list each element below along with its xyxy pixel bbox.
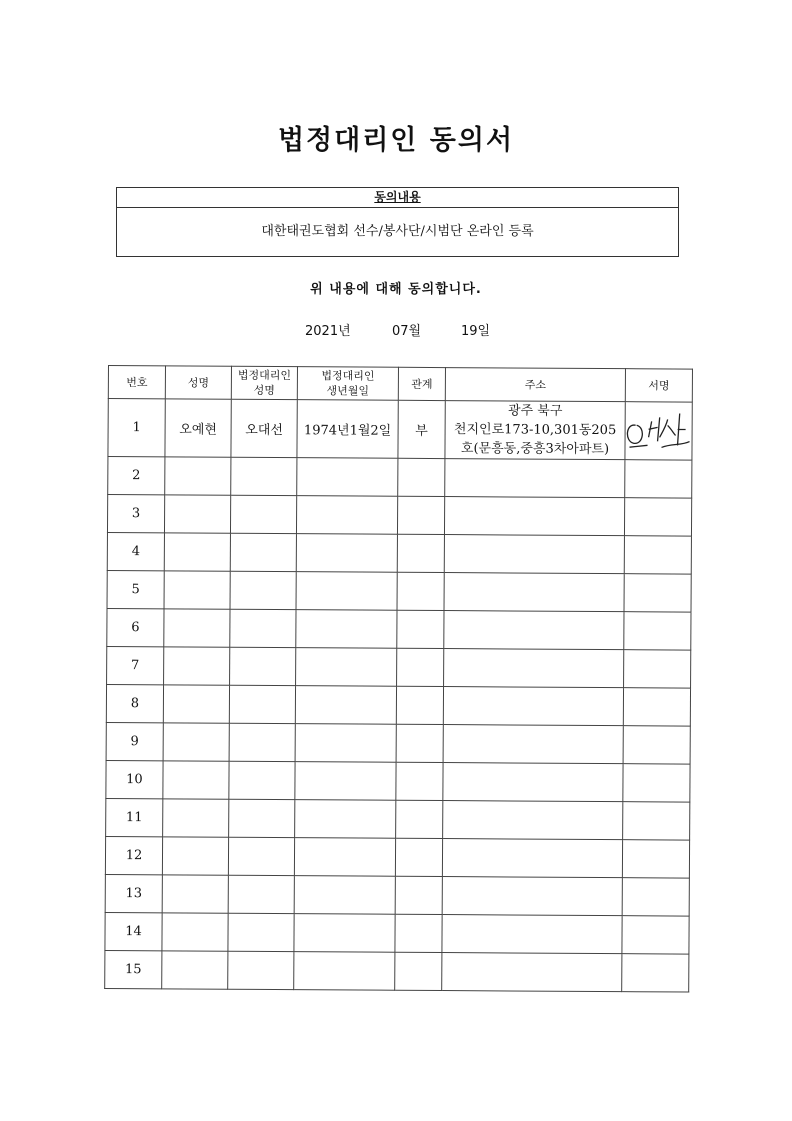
agree-statement: 위 내용에 대해 동의합니다.: [310, 282, 482, 297]
cell-empty: [296, 534, 397, 573]
cell-empty: [164, 571, 230, 609]
cell-empty: [397, 610, 444, 648]
cell-empty: [163, 761, 229, 799]
cell-empty: [443, 725, 623, 764]
date-year: 2021년: [305, 324, 351, 339]
cell-empty: [165, 457, 231, 495]
cell-empty: [442, 877, 622, 916]
cell-empty: [229, 761, 295, 799]
header-guardian-name: 법정대리인 성명: [231, 366, 297, 399]
cell-empty: [622, 840, 689, 878]
cell-no: 15: [105, 950, 162, 988]
cell-empty: [295, 686, 396, 725]
cell-no: 3: [107, 495, 164, 533]
cell-empty: [296, 648, 397, 687]
table-row: [108, 399, 692, 461]
cell-empty: [294, 876, 395, 915]
cell-empty: [296, 610, 397, 649]
cell-empty: [231, 457, 297, 495]
cell-empty: [395, 838, 442, 876]
cell-empty: [397, 496, 444, 534]
cell-empty: [395, 876, 442, 914]
cell-no: 14: [105, 912, 162, 950]
table-header-row: [108, 366, 692, 403]
cell-empty: [622, 878, 689, 916]
cell-empty: [622, 954, 689, 992]
cell-empty: [442, 915, 622, 954]
cell-empty: [295, 800, 396, 839]
cell-no: 6: [107, 608, 164, 646]
table-row: [105, 912, 689, 954]
cell-empty: [294, 914, 395, 953]
cell-empty: [624, 612, 691, 650]
cell-empty: [624, 574, 691, 612]
cell-empty: [296, 572, 397, 611]
cell-no: 5: [107, 570, 164, 608]
cell-empty: [230, 609, 296, 647]
cell-empty: [162, 875, 228, 913]
cell-empty: [442, 953, 622, 992]
cell-empty: [164, 647, 230, 685]
cell-no: 2: [108, 457, 165, 495]
cell-empty: [230, 571, 296, 609]
cell-empty: [294, 838, 395, 877]
cell-empty: [230, 647, 296, 685]
cell-empty: [396, 800, 443, 838]
cell-empty: [442, 839, 622, 878]
cell-empty: [444, 573, 624, 612]
cell-empty: [164, 533, 230, 571]
cell-name: 오예현: [165, 399, 231, 457]
cell-no: 1: [108, 399, 165, 457]
cell-empty: [163, 685, 229, 723]
page-title: 법정대리인 동의서: [277, 125, 515, 156]
table-row: [108, 457, 692, 499]
cell-signature: [625, 402, 692, 460]
cell-empty: [622, 916, 689, 954]
table-row: [107, 495, 691, 537]
cell-empty: [624, 498, 691, 536]
cell-guardian-birth: 1974년1월2일: [297, 400, 398, 459]
cell-empty: [624, 650, 691, 688]
header-name: 성명: [165, 366, 231, 399]
cell-empty: [229, 723, 295, 761]
cell-no: 9: [106, 722, 163, 760]
cell-no: 8: [106, 684, 163, 722]
table-row: [107, 570, 691, 612]
table-row: [105, 874, 689, 916]
cell-empty: [229, 685, 295, 723]
cell-empty: [443, 687, 623, 726]
cell-address: 광주 북구 천지인로173-10,301동205 호(문흥동,중흥3차아파트): [445, 401, 625, 460]
cell-empty: [294, 952, 395, 991]
cell-empty: [623, 764, 690, 802]
cell-empty: [229, 799, 295, 837]
cell-empty: [623, 726, 690, 764]
cell-empty: [163, 799, 229, 837]
cell-empty: [228, 913, 294, 951]
cell-empty: [230, 495, 296, 533]
cell-empty: [398, 458, 445, 496]
consent-body: 대한태권도협회 선수/봉사단/시범단 온라인 등록: [261, 224, 534, 239]
cell-empty: [164, 495, 230, 533]
table-row: [106, 798, 690, 840]
cell-empty: [163, 723, 229, 761]
cell-empty: [228, 837, 294, 875]
date-day: 19일: [461, 324, 491, 339]
cell-no: 13: [105, 874, 162, 912]
table-row: [106, 760, 690, 802]
header-signature: 서명: [625, 369, 692, 402]
cell-empty: [623, 688, 690, 726]
date-month: 07월: [392, 324, 422, 339]
guardian-table: [104, 365, 693, 993]
cell-empty: [396, 724, 443, 762]
cell-guardian-name: 오대선: [231, 399, 297, 457]
cell-empty: [444, 497, 624, 536]
consent-box: [116, 187, 679, 257]
cell-empty: [397, 572, 444, 610]
cell-empty: [228, 951, 294, 989]
cell-empty: [396, 686, 443, 724]
cell-no: 12: [105, 836, 162, 874]
cell-empty: [162, 837, 228, 875]
cell-empty: [396, 762, 443, 800]
cell-empty: [397, 534, 444, 572]
cell-empty: [444, 535, 624, 574]
cell-empty: [445, 459, 625, 498]
table-row: [105, 950, 689, 992]
cell-empty: [297, 458, 398, 497]
cell-no: 7: [107, 646, 164, 684]
cell-empty: [624, 536, 691, 574]
handwritten-signature-icon: [621, 407, 691, 455]
cell-empty: [443, 801, 623, 840]
header-address: 주소: [445, 368, 625, 402]
cell-empty: [164, 609, 230, 647]
cell-empty: [295, 762, 396, 801]
cell-empty: [162, 913, 228, 951]
cell-empty: [397, 648, 444, 686]
cell-empty: [625, 460, 692, 498]
table-row: [106, 684, 690, 726]
table-row: [107, 608, 691, 650]
table-row: [106, 722, 690, 764]
cell-empty: [296, 496, 397, 535]
table-row: [105, 836, 689, 878]
table-row: [107, 646, 691, 688]
header-relation: 관계: [398, 367, 445, 400]
cell-empty: [444, 649, 624, 688]
consent-heading: 동의내용: [117, 188, 678, 208]
header-guardian-birth: 법정대리인 생년월일: [297, 367, 398, 401]
cell-empty: [395, 952, 442, 990]
cell-empty: [444, 611, 624, 650]
table-row: [107, 532, 691, 574]
cell-empty: [443, 763, 623, 802]
cell-empty: [228, 875, 294, 913]
cell-empty: [395, 914, 442, 952]
cell-relation: 부: [398, 400, 445, 458]
cell-empty: [623, 802, 690, 840]
cell-empty: [295, 724, 396, 763]
header-no: 번호: [108, 366, 165, 399]
cell-empty: [162, 951, 228, 989]
cell-no: 4: [107, 532, 164, 570]
cell-no: 10: [106, 760, 163, 798]
cell-no: 11: [106, 798, 163, 836]
cell-empty: [230, 533, 296, 571]
